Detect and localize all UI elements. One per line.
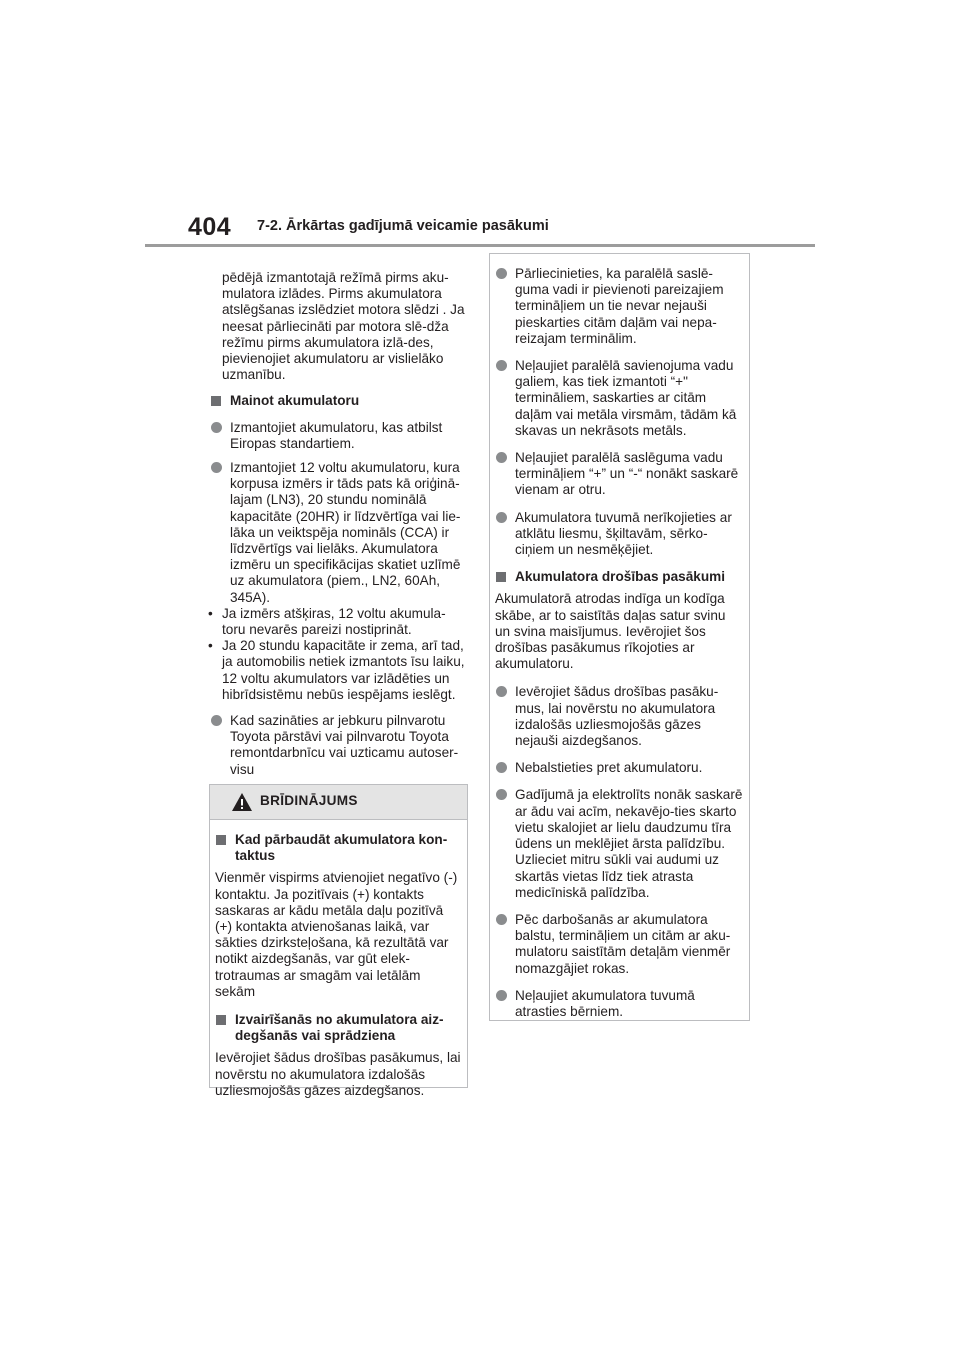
round-bullet-icon <box>496 512 507 523</box>
square-bullet-icon <box>496 572 506 582</box>
round-bullet-icon <box>211 715 222 726</box>
sub-list-item <box>210 606 468 638</box>
right-warning-column <box>489 253 750 1021</box>
list-item <box>495 760 744 776</box>
list-item <box>495 358 744 439</box>
sub-item-text: Ja 20 stundu kapacitāte ir zema, arī tad, ja automobilis netiek izmantots īsu laiku, 12 voltu akumulators var izlādēties un hibrīdsistēmu nebūs iespējams ieslēgt. <box>222 638 465 702</box>
list-item <box>495 912 744 977</box>
sub-bullet-icon: • <box>208 605 213 621</box>
list-item-text: Akumulatora tuvumā nerīkojieties ar atklātu liesmu, šķiltavām, sērko-ciņiem un nesmēķējiet. <box>515 509 732 558</box>
section-title: 7-2. Ārkārtas gadījumā veicamie pasākumi <box>257 218 549 234</box>
list-item <box>495 510 744 559</box>
round-bullet-icon <box>496 914 507 925</box>
list-item-text: Pēc darbošanās ar akumulatora balstu, termināļiem un citām ar aku-mulatoru saistītām detaļām vienmēr nomazgājiet rokas. <box>515 911 731 976</box>
page-number: 404 <box>188 213 232 241</box>
sub-list <box>210 606 468 703</box>
safety-heading <box>495 569 744 585</box>
warning-triangle-icon <box>231 792 253 812</box>
round-bullet-icon <box>496 762 507 773</box>
list-item-text: Ievērojiet šādus drošības pasāku-mus, lai novērstu no akumulatora izdalošās uzliesmojošās gāzes nejauši aizdegšanos. <box>515 684 719 749</box>
list-item-text: Izmantojiet 12 voltu akumulatoru, kura korpusa izmērs ir tāds pats kā oriģinā-lajam (LN3), 20 stundu nominālā kapacitāte (20HR) ir līdzvērtīga vai lie-lāka un veiktspēja nomināls (CCA) ir līdzvērtīgs vai lielāks. Akumulatora izmēru un specifikācijas skatiet uzlīmē uz akumulatora (piem., LN2, 60Ah, 345A). <box>230 460 461 605</box>
sub-list-item <box>210 638 468 703</box>
replace-battery-heading <box>210 393 468 409</box>
list-item <box>495 266 744 347</box>
round-bullet-icon <box>496 452 507 463</box>
list-item <box>495 988 744 1020</box>
warning-paragraph: Ievērojiet šādus drošības pasākumus, lai novērstu no akumulatora izdalošās uzliesmojošās gāzes aizdegšanos. <box>215 1050 461 1098</box>
list-item-text: Pārliecinieties, ka paralēlā saslē-guma vadi ir pievienoti pareizajiem termināļiem un tie nevar nejauši pieskarties citām daļām vai nepa-reizajam terminālim. <box>515 266 724 346</box>
list-item-text: Izmantojiet akumulatoru, kas atbilst Eiropas standartiem. <box>230 419 443 451</box>
warning-header <box>210 785 467 820</box>
warning-box <box>209 784 468 1098</box>
list-item <box>210 460 468 606</box>
list-item <box>210 713 468 778</box>
round-bullet-icon <box>211 422 222 433</box>
heading-text: Izvairīšanās no akumulatora aiz-degšanās vai sprādziena <box>235 1012 444 1044</box>
list-item-text: Gadījumā ja elektrolīts nonāk saskarē ar ādu vai acīm, nekavējo-ties skarto vietu skalojiet ar lielu daudzumu tīra ūdens un meklējiet ārsta palīdzību. Uzlieciet mitru sūkli vai audumi uz skartās vietas līdz tiek atrasta medicīniskā palīdzība. <box>515 787 743 900</box>
list-item-text: Neļaujiet akumulatora tuvumā atrasties bērniem. <box>515 987 695 1019</box>
sub-bullet-icon: • <box>208 638 213 654</box>
list-item <box>495 450 744 499</box>
intro-paragraph: pēdējā izmantotajā režīmā pirms aku-mulatora izlādes. Pirms akumulatora atslēgšanas izslēdziet motora slēdzi . Ja neesat pārliecināti par motora slē-dža režīmu pirms akumulatora izlā-des, pievienojiet akumulatoru ar vislielāko uzmanību. <box>222 270 465 383</box>
warning-paragraph: Vienmēr vispirms atvienojiet negatīvo (-) kontaktu. Ja pozitīvais (+) kontakts saskaras ar kādu metāla daļu pozitīvā (+) kontakta atvienošanas laikā, var sākties dzirksteļošana, kā rezultātā var notikt aizdegšanās, var gūt elek-trotraumas ar smagām vai letālām sekām <box>215 870 458 999</box>
list-item-text: Kad sazināties ar jebkuru pilnvarotu Toyota pārstāvi vai pilnvarotu Toyota remontdarbnīcu vai uzticamu autoser-visu <box>230 713 459 777</box>
heading-text: Kad pārbaudāt akumulatora kon-taktus <box>235 832 448 864</box>
list-item <box>495 787 744 900</box>
round-bullet-icon <box>496 686 507 697</box>
round-bullet-icon <box>496 268 507 279</box>
warning-heading <box>215 832 462 864</box>
page-header <box>0 0 960 250</box>
warning-title: BRĪDINĀJUMS <box>260 793 358 808</box>
left-column <box>210 270 468 786</box>
sub-item-text: Ja izmērs atšķiras, 12 voltu akumula-toru nevarēs pareizi nostiprināt. <box>222 605 446 638</box>
round-bullet-icon <box>496 360 507 371</box>
heading-text: Mainot akumulatoru <box>230 393 360 409</box>
round-bullet-icon <box>496 990 507 1001</box>
round-bullet-icon <box>496 789 507 800</box>
header-divider <box>145 244 815 247</box>
list-item <box>495 684 744 749</box>
warning-heading <box>215 1012 462 1044</box>
warning-body <box>210 820 467 1099</box>
round-bullet-icon <box>211 462 222 473</box>
square-bullet-icon <box>216 835 226 845</box>
square-bullet-icon <box>211 396 221 406</box>
list-item <box>210 420 468 452</box>
list-item-text: Nebalstieties pret akumulatoru. <box>515 760 703 776</box>
safety-paragraph: Akumulatorā atrodas indīga un kodīga skābe, ar to saistītās daļas satur svinu un svina maisījumus. Ievērojiet šos drošības pasākumus rīkojoties ar akumulatoru. <box>495 591 726 672</box>
heading-text: Akumulatora drošības pasākumi <box>515 569 726 585</box>
list-item-text: Neļaujiet paralēlā saslēguma vadu termināļiem “+” un “-“ nonākt saskarē vienam ar otru. <box>515 450 739 498</box>
list-item-text: Neļaujiet paralēlā savienojuma vadu galiem, kas tiek izmantoti “+" termināliem, saskarties ar citām daļām vai metāla virsmām, tādām kā skavas un nekrāsots metāls. <box>515 358 737 438</box>
square-bullet-icon <box>216 1015 226 1025</box>
